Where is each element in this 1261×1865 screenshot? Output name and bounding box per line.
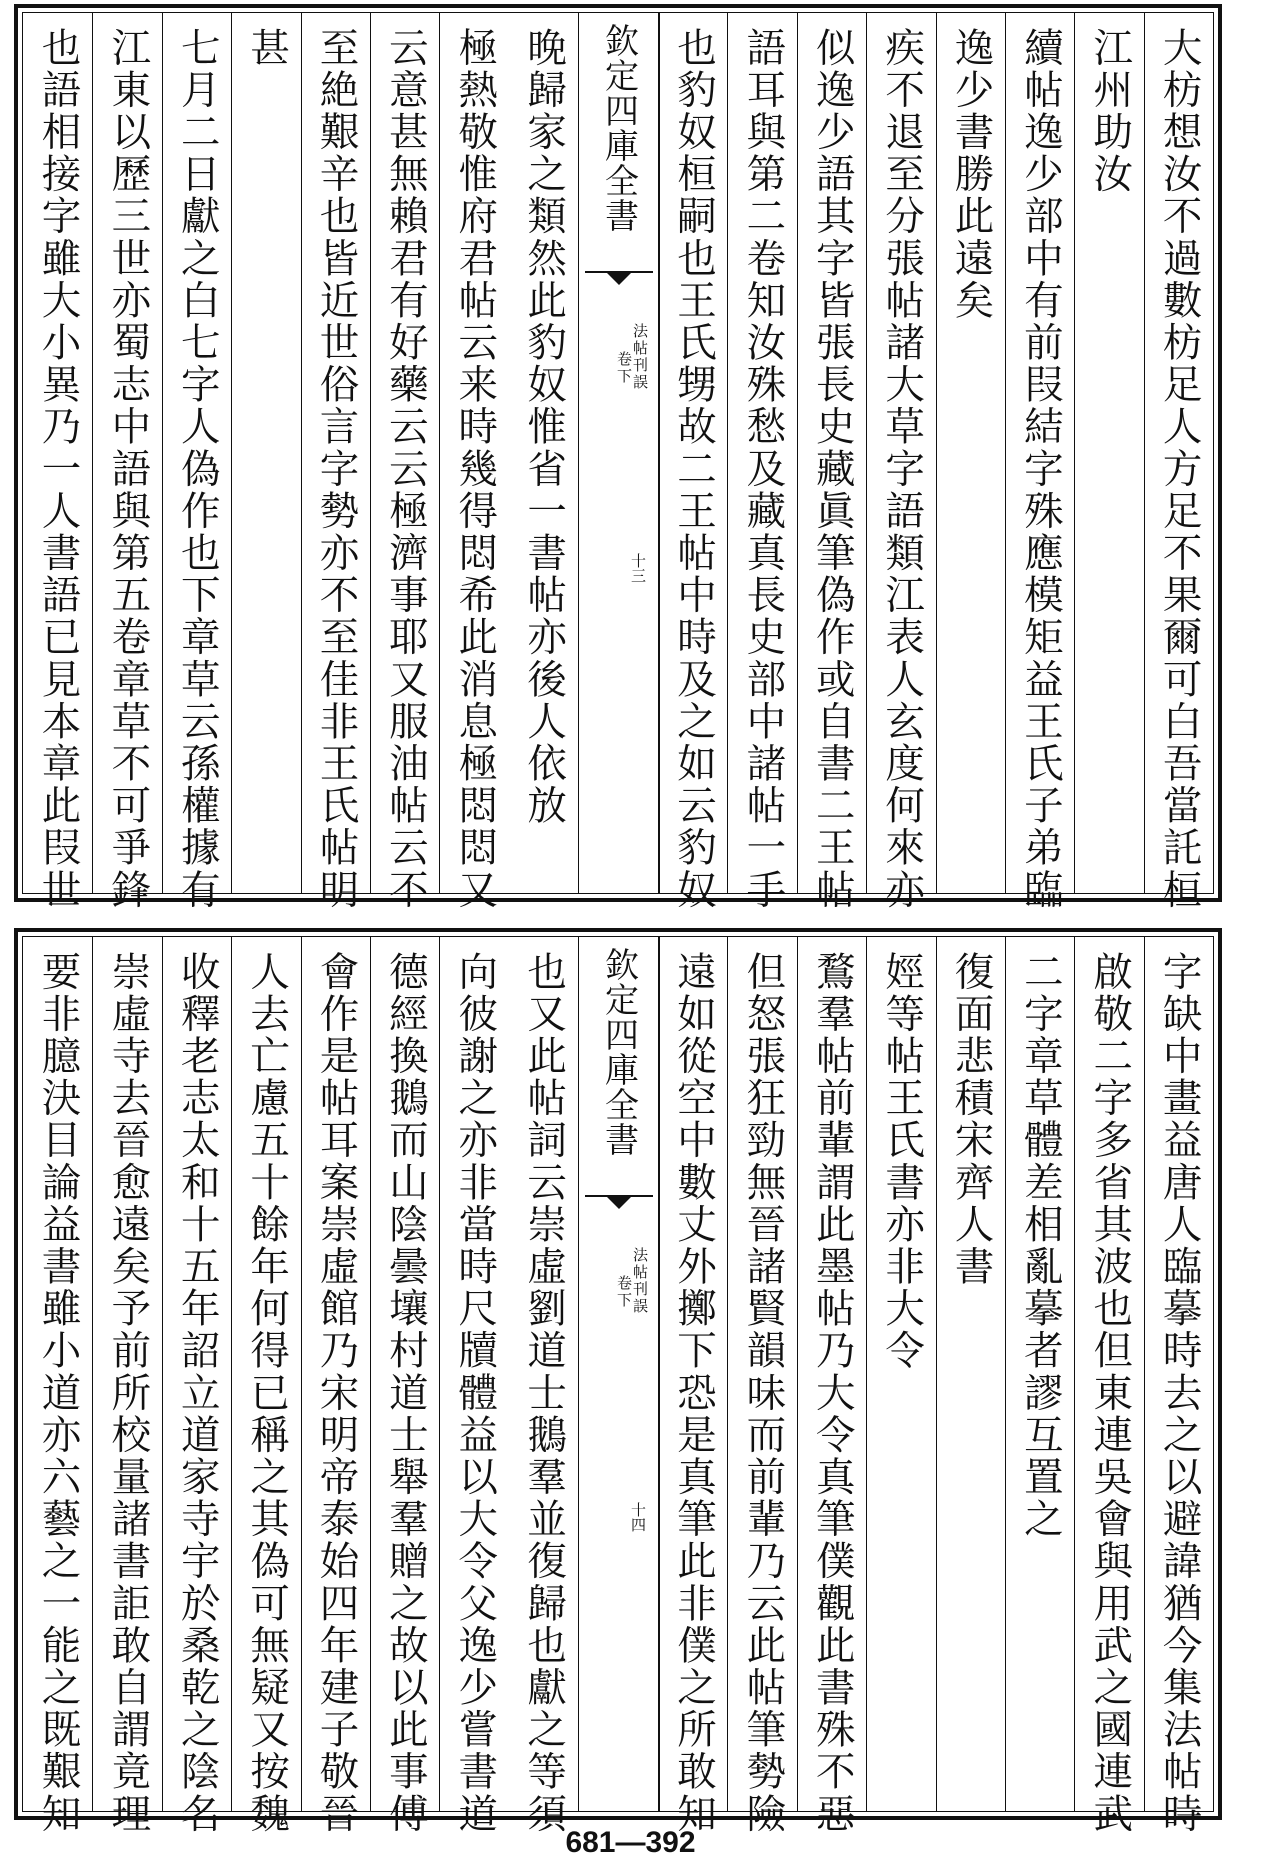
bottom-left-column xyxy=(509,937,578,1836)
top-right-column xyxy=(727,13,796,912)
bottom-left-column-text: 收釋老志太和十五年詔立道家寺宇於桑乾之陰名 xyxy=(174,951,221,1836)
top-page-frame xyxy=(14,4,1222,912)
bottom-left-column xyxy=(439,937,508,1836)
top-left-column xyxy=(509,13,578,893)
top-left-column xyxy=(301,13,370,912)
top-right-column-text: 疾不退至分張帖諸大草字語類江表人玄度何來亦 xyxy=(879,27,926,912)
top-left-column-text: 晚歸家之類然此豹奴惟省一書帖亦後人依放 xyxy=(521,27,568,827)
bottom-right-column-text: 娙等帖王氏書亦非大令 xyxy=(879,951,926,1372)
bottom-chapter-title: 法帖刊誤 xyxy=(631,1247,649,1315)
bottom-left-column xyxy=(92,937,161,1836)
top-right-column xyxy=(1074,13,1143,893)
bottom-page-frame xyxy=(14,928,1222,1836)
bottom-right-column xyxy=(1005,937,1074,1811)
top-center-banxin xyxy=(578,13,660,893)
top-left-column-text: 甚 xyxy=(244,27,291,70)
top-right-column xyxy=(1005,13,1074,912)
bottom-right-column-text: 鶩羣帖前輩謂此墨帖乃大令真筆僕觀此書殊不惡 xyxy=(809,951,856,1836)
bottom-right-column xyxy=(797,937,866,1836)
top-left-column-text: 也語相接字雖大小異乃一人書語已見本章此叚世 xyxy=(35,27,82,912)
bottom-page-inner-frame xyxy=(22,936,1214,1836)
bottom-right-column-text: 啟敬二字多省其波也但東連吳會與用武之國連武 xyxy=(1087,951,1134,1836)
top-volume-label: 卷下 xyxy=(615,351,633,385)
top-right-column-text: 也豹奴桓嗣也王氏甥故二王帖中時及之如云豹奴 xyxy=(670,27,717,912)
bottom-left-column xyxy=(301,937,370,1836)
top-left-column-text: 極熱敬惟府君帖云来時幾得悶希此消息極悶悶又 xyxy=(452,27,499,912)
bottom-left-column xyxy=(162,937,231,1836)
top-left-column-text: 至絶艱辛也皆近世俗言字勢亦不至佳非王氏帖明 xyxy=(313,27,360,912)
bottom-right-column-text: 但怒張狂勁無晉諸賢韻味而前輩乃云此帖筆勢險 xyxy=(740,951,787,1836)
bottom-volume-label: 卷下 xyxy=(615,1275,633,1309)
bottom-right-column-text: 遠如從空中數丈外擲下恐是真筆此非僕之所敢知 xyxy=(670,951,717,1836)
bottom-left-column xyxy=(23,937,92,1836)
top-left-column xyxy=(439,13,508,912)
bottom-leaf-number: 十四 xyxy=(629,1502,647,1532)
bottom-left-column-text: 會作是帖耳案崇虛館乃宋明帝泰始四年建子敬晉 xyxy=(313,951,360,1836)
top-leaf-number: 十三 xyxy=(629,553,647,583)
bottom-right-column xyxy=(936,937,1005,1811)
bottom-left-column-text: 人去亡慮五十餘年何得已稱之其偽可無疑又按魏 xyxy=(244,951,291,1836)
top-left-column-text: 江東以歷三世亦蜀志中語與第五卷章草不可爭鋒 xyxy=(105,27,152,912)
bottom-left-column-text: 要非臆決目論益書雖小道亦六藝之一能之既艱知 xyxy=(35,951,82,1836)
top-left-column xyxy=(23,13,92,912)
bottom-left-column-text: 崇虛寺去晉愈遠矣予前所校量諸書詎敢自謂竟理 xyxy=(105,951,152,1836)
top-right-column xyxy=(797,13,866,912)
top-right-column xyxy=(1144,13,1213,912)
top-left-column xyxy=(162,13,231,912)
bottom-right-column-text: 字缺中畫益唐人臨摹時去之以避諱猶今集法帖時 xyxy=(1156,951,1203,1836)
bottom-right-column xyxy=(866,937,935,1811)
bottom-left-column-text: 德經換鵝而山陰曇壤村道士舉羣贈之故以此事傅 xyxy=(382,951,429,1836)
bottom-right-column xyxy=(658,937,727,1836)
top-book-title: 欽定四庫全書 xyxy=(598,23,639,233)
bottom-center-banxin xyxy=(578,937,660,1811)
top-left-column-text: 七月二日獻之白七字人偽作也下章草云孫權據有 xyxy=(174,27,221,912)
top-left-column xyxy=(231,13,300,893)
bottom-right-column xyxy=(1144,937,1213,1836)
bottom-right-column xyxy=(727,937,796,1836)
top-right-column-text: 語耳與第二卷知汝殊愁及藏真長史部中諸帖一手 xyxy=(740,27,787,912)
page-footer-number: 681—392 xyxy=(565,1826,696,1859)
top-right-column xyxy=(936,13,1005,893)
bottom-fish-tail-mark xyxy=(585,1195,653,1225)
bottom-right-column-text: 復面悲積宋齊人書 xyxy=(948,951,995,1288)
top-right-column-text: 續帖逸少部中有前叚結字殊應模矩益王氏子弟臨 xyxy=(1017,27,1064,912)
top-right-column xyxy=(866,13,935,912)
bottom-left-column xyxy=(370,937,439,1836)
bottom-left-column-text: 也又此帖詞云崇虛劉道士鵝羣並復歸也獻之等須 xyxy=(521,951,568,1836)
bottom-left-column xyxy=(231,937,300,1836)
bottom-right-column xyxy=(1074,937,1143,1836)
top-page-inner-frame xyxy=(22,12,1214,912)
top-left-column xyxy=(370,13,439,912)
top-fish-tail-mark xyxy=(585,271,653,301)
top-right-column-text: 似逸少語其字皆張長史藏眞筆偽作或自書二王帖 xyxy=(809,27,856,912)
bottom-right-column-text: 二字章草體差相亂摹者謬互置之 xyxy=(1017,951,1064,1541)
bottom-left-column-text: 向彼謝之亦非當時尺牘體益以大令父逸少嘗書道 xyxy=(452,951,499,1836)
bottom-book-title: 欽定四庫全書 xyxy=(598,947,639,1157)
top-left-column-text: 云意甚無賴君有好藥云云極濟事耶又服油帖云不 xyxy=(382,27,429,912)
top-chapter-title: 法帖刊誤 xyxy=(631,323,649,391)
top-right-column-text: 江州助汝 xyxy=(1087,27,1134,196)
top-right-column-text: 大枋想汝不過數枋足人方足不果爾可白吾當託桓 xyxy=(1156,27,1203,912)
top-left-column xyxy=(92,13,161,912)
top-right-column-text: 逸少書勝此遠矣 xyxy=(948,27,995,322)
top-right-column xyxy=(658,13,727,912)
